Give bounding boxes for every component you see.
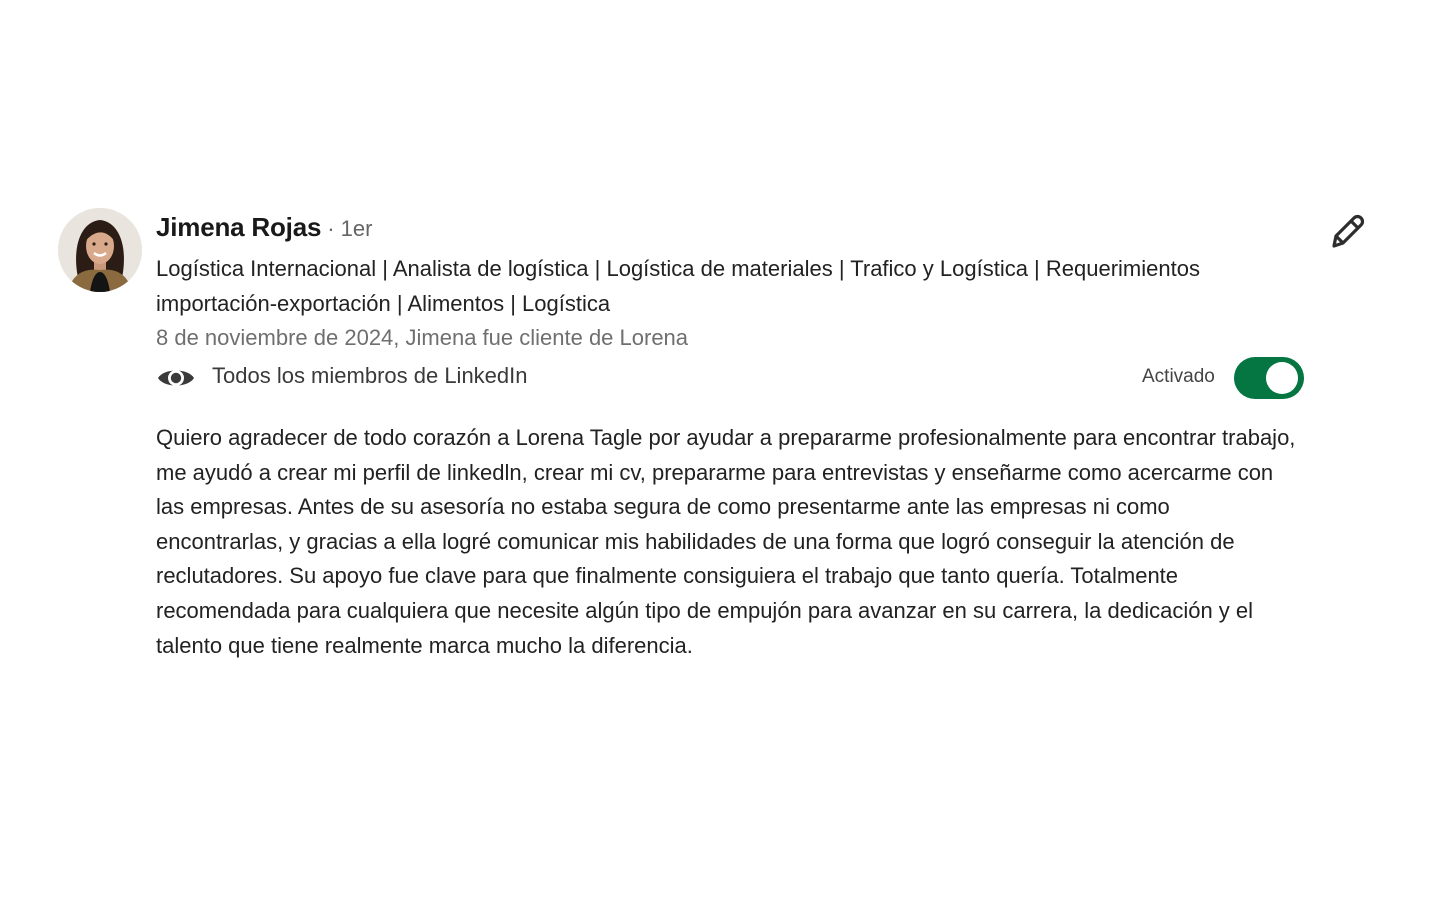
eye-icon	[156, 365, 196, 391]
profile-photo	[58, 208, 142, 292]
recommendation-text: Quiero agradecer de todo corazón a Lorena Tagle por ayudar a prepararme profesionalmente para encontrar trabajo, me ayudó a crear mi perfil de linkedln, crear mi cv, prepararme para entrevistas y enseñarme como acercarme con las empresas. Antes de su asesoría no estaba segura de como presentarme ante las empresas ni como encontrarlas, y gracias a ella logré comunicar mis habilidades de una forma que logró conseguir la atención de reclutadores. Su apoyo fue clave para que finalmente consiguiera el trabajo que tanto quería. Totalmente recomendada para cualquiera que necesite algún tipo de empujón para avanzar en su carrera, la dedicación y el talento que tiene realmente marca mucho la diferencia.	[156, 425, 1296, 658]
toggle-knob	[1266, 362, 1298, 394]
recommendation-date: 8 de noviembre de 2024, Jimena fue cliente de Lorena	[156, 325, 689, 350]
author-row	[156, 212, 1306, 248]
author-headline: Logística Internacional | Analista de logística | Logística de materiales | Trafico y Logística | Requerimientos importación-exportación | Alimentos | Logística	[156, 256, 1200, 316]
visibility-toggle[interactable]	[1234, 357, 1304, 399]
author-name[interactable]: Jimena Rojas	[156, 212, 322, 242]
toggle-label: Activado	[1142, 366, 1215, 387]
connection-degree: · 1er	[327, 216, 373, 241]
avatar[interactable]	[58, 208, 142, 292]
visibility-label: Todos los miembros de LinkedIn	[212, 363, 528, 388]
visibility-row	[156, 357, 1306, 399]
pencil-icon[interactable]	[1326, 210, 1366, 250]
recommendation-content	[156, 212, 1306, 663]
